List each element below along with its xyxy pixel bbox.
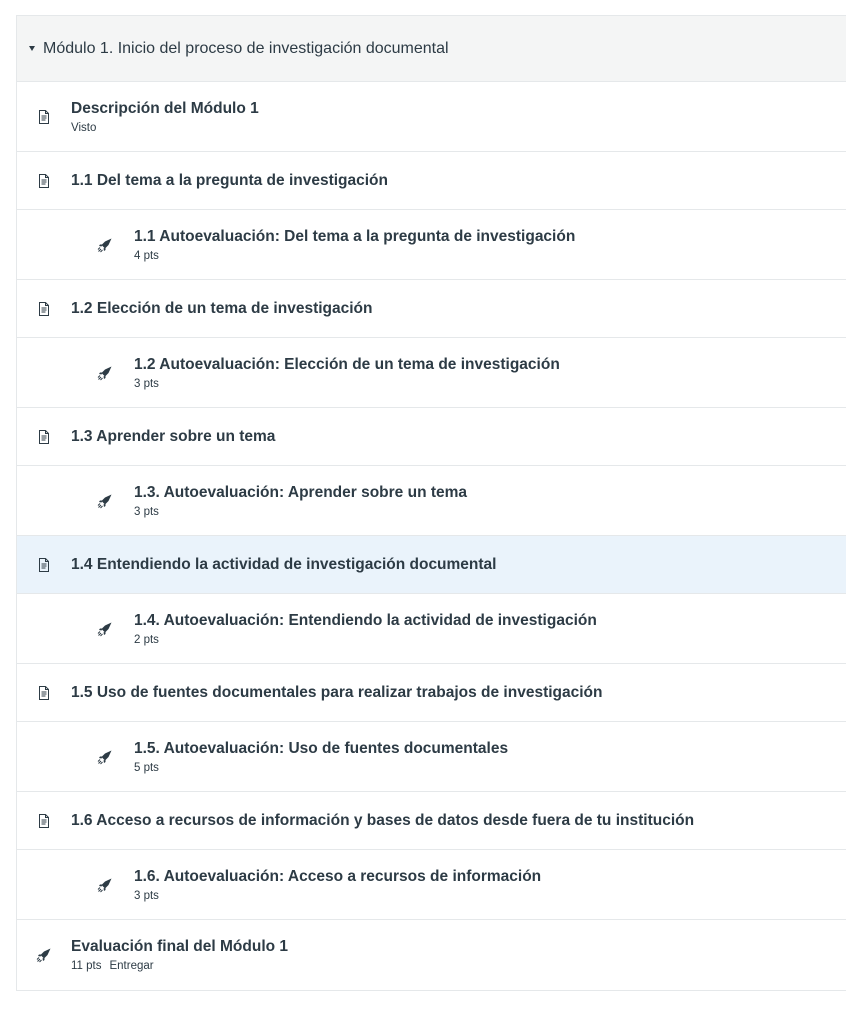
item-title-link[interactable]: 1.4. Autoevaluación: Entendiendo la actividad de investigación — [134, 611, 597, 629]
quiz-rocket-icon — [97, 877, 113, 893]
item-title-link[interactable]: 1.5 Uso de fuentes documentales para realizar trabajos de investigación — [71, 683, 603, 701]
item-title-link[interactable]: 1.2 Autoevaluación: Elección de un tema de investigación — [134, 355, 560, 373]
item-status: Visto — [71, 121, 97, 134]
item-title-link[interactable]: 1.6. Autoevaluación: Acceso a recursos de información — [134, 867, 542, 885]
module-item[interactable] — [17, 792, 846, 850]
item-title-link[interactable]: 1.3 Aprender sobre un tema — [71, 427, 276, 445]
page-icon — [36, 429, 52, 445]
module-title: Módulo 1. Inicio del proceso de investigación documental — [43, 39, 449, 57]
item-points: 3 pts — [134, 377, 159, 390]
module-item[interactable] — [17, 338, 846, 408]
item-points: 2 pts — [134, 633, 159, 646]
item-points: 3 pts — [134, 889, 159, 902]
item-title-link[interactable]: 1.3. Autoevaluación: Aprender sobre un tema — [134, 483, 468, 501]
module-item[interactable] — [17, 210, 846, 280]
page-icon — [36, 813, 52, 829]
module-item[interactable] — [17, 594, 846, 664]
module-item[interactable] — [17, 280, 846, 338]
caret-down-icon[interactable] — [29, 46, 35, 51]
quiz-rocket-icon — [36, 947, 52, 963]
module-item[interactable] — [17, 82, 846, 152]
item-requirement: Entregar — [109, 960, 154, 972]
module-header[interactable] — [17, 16, 846, 82]
module-item[interactable] — [17, 408, 846, 466]
module-item[interactable] — [17, 722, 846, 792]
item-title-link[interactable]: 1.6 Acceso a recursos de información y bases de datos desde fuera de tu institución — [71, 811, 695, 829]
module-container — [16, 15, 846, 991]
page-icon — [36, 301, 52, 317]
item-points: 11 pts — [71, 960, 102, 972]
page-icon — [36, 685, 52, 701]
module-item[interactable] — [17, 850, 846, 920]
item-title-link[interactable]: Evaluación final del Módulo 1 — [71, 938, 289, 955]
page-icon — [36, 173, 52, 189]
quiz-rocket-icon — [97, 749, 113, 765]
page-icon — [36, 109, 52, 125]
module-item[interactable] — [17, 920, 846, 990]
item-title-link[interactable]: 1.4 Entendiendo la actividad de investigación documental — [71, 555, 497, 573]
item-points: 4 pts — [134, 249, 159, 262]
module-item-hovered[interactable] — [17, 536, 846, 594]
quiz-rocket-icon — [97, 365, 113, 381]
quiz-rocket-icon — [97, 621, 113, 637]
item-title-link[interactable]: 1.1 Autoevaluación: Del tema a la pregunta de investigación — [134, 227, 576, 245]
quiz-rocket-icon — [97, 493, 113, 509]
page-icon — [36, 557, 52, 573]
item-points: 5 pts — [134, 761, 159, 774]
item-title-link[interactable]: Descripción del Módulo 1 — [71, 99, 259, 117]
module-item[interactable] — [17, 664, 846, 722]
item-meta-row — [71, 959, 288, 973]
module-item[interactable] — [17, 152, 846, 210]
item-points: 3 pts — [134, 505, 159, 518]
module-item[interactable] — [17, 466, 846, 536]
item-title-link[interactable]: 1.2 Elección de un tema de investigación — [71, 299, 373, 317]
item-title-link[interactable]: 1.5. Autoevaluación: Uso de fuentes documentales — [134, 739, 509, 757]
quiz-rocket-icon — [97, 237, 113, 253]
item-title-link[interactable]: 1.1 Del tema a la pregunta de investigación — [71, 171, 388, 189]
